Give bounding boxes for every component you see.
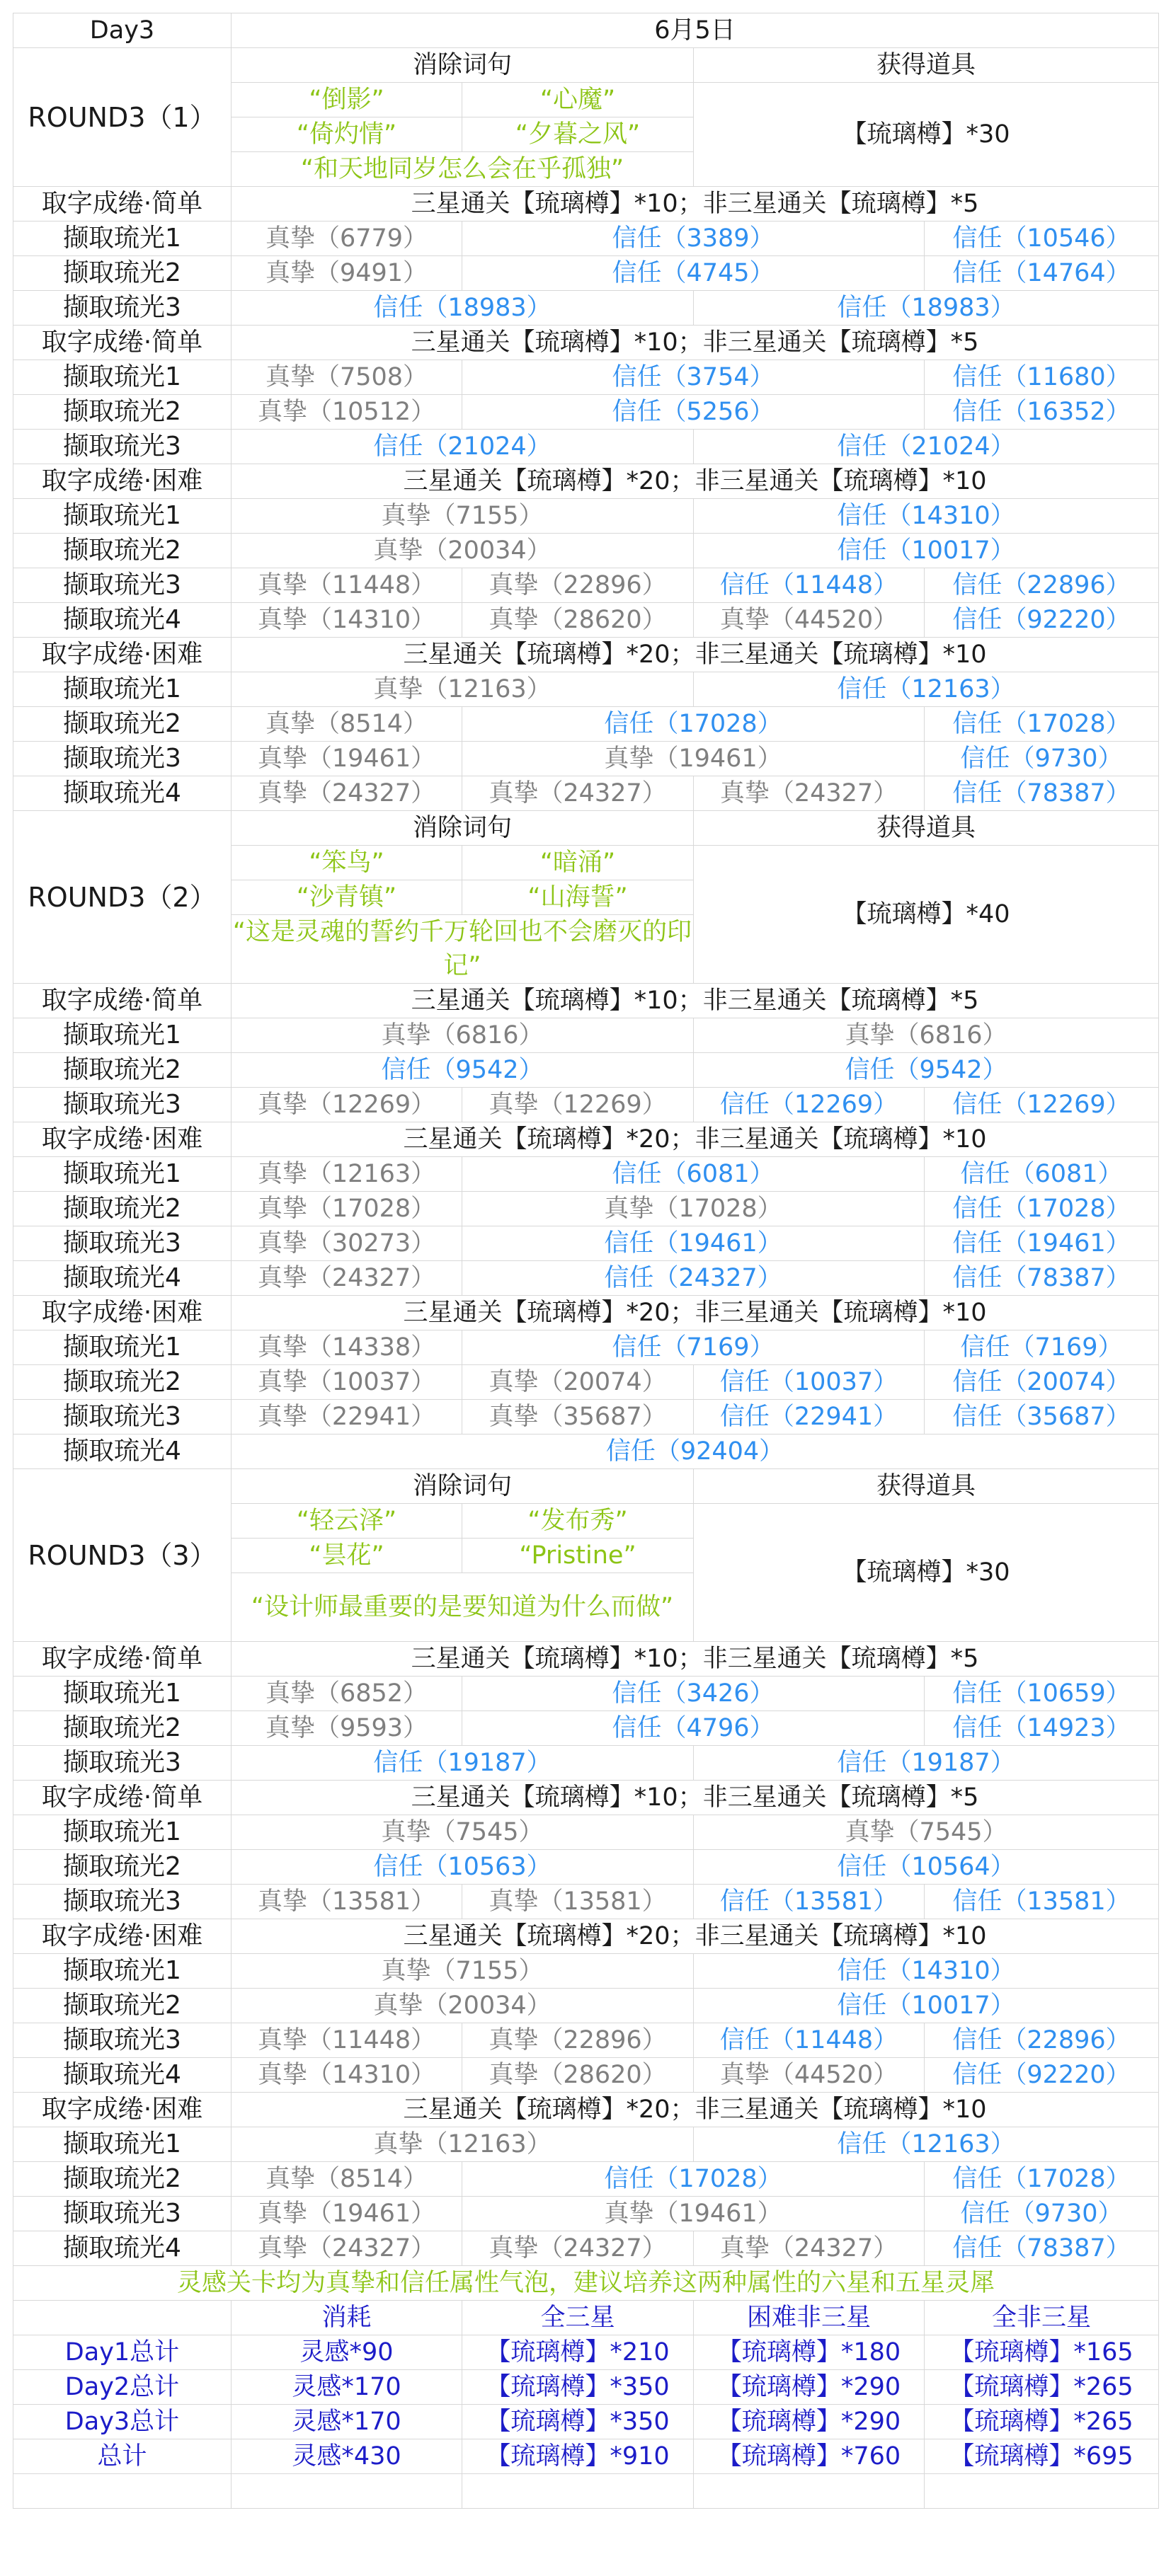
stage-row	[13, 2093, 1159, 2127]
bubble-requirement: 真挚（28620）	[462, 603, 694, 638]
stage-rule: 三星通关【琉璃樽】*10；非三星通关【琉璃樽】*5	[232, 326, 1159, 360]
stage-row	[13, 1781, 1159, 1815]
stage-row	[13, 638, 1159, 672]
phrase-word: “轻云泽”	[232, 1504, 462, 1539]
bubble-requirement: 真挚（7508）	[232, 360, 462, 395]
summary-header: 全非三星	[925, 2301, 1159, 2335]
bubble-requirement: 信任（17028）	[925, 707, 1159, 742]
summary-header-row	[13, 2301, 1159, 2335]
level-row	[13, 291, 1159, 326]
summary-value: 【琉璃樽】*290	[694, 2405, 925, 2439]
bubble-requirement: 信任（20074）	[925, 1365, 1159, 1400]
column-header-phrases: 消除词句	[232, 48, 694, 83]
level-label: 撷取琉光4	[13, 776, 232, 811]
bubble-requirement: 真挚（19461）	[462, 2197, 925, 2231]
phrase-word: “昙花”	[232, 1539, 462, 1573]
summary-label: Day1总计	[13, 2335, 232, 2370]
level-row	[13, 1192, 1159, 1226]
bubble-requirement: 真挚（9491）	[232, 256, 462, 291]
bubble-requirement: 信任（22941）	[694, 1400, 925, 1434]
bubble-requirement: 真挚（22896）	[462, 2023, 694, 2058]
bubble-requirement: 信任（17028）	[462, 2162, 925, 2197]
stage-rule: 三星通关【琉璃樽】*20；非三星通关【琉璃樽】*10	[232, 2093, 1159, 2127]
stage-row	[13, 464, 1159, 499]
level-row	[13, 222, 1159, 256]
bubble-requirement: 真挚（24327）	[462, 776, 694, 811]
level-label: 撷取琉光3	[13, 1746, 232, 1781]
level-label: 撷取琉光1	[13, 1157, 232, 1192]
tip-note: 灵感关卡均为真挚和信任属性气泡，建议培养这两种属性的六星和五星灵犀	[13, 2266, 1159, 2301]
level-row	[13, 1226, 1159, 1261]
bubble-requirement: 信任（17028）	[925, 1192, 1159, 1226]
bubble-requirement: 真挚（24327）	[232, 2231, 462, 2266]
stage-title: 取字成绻·困难	[13, 1296, 232, 1330]
round-reward: 【琉璃樽】*30	[694, 83, 1159, 187]
level-row	[13, 1746, 1159, 1781]
level-label: 撷取琉光2	[13, 2162, 232, 2197]
level-label: 撷取琉光1	[13, 672, 232, 707]
bubble-requirement: 信任（7169）	[462, 1330, 925, 1365]
level-label: 撷取琉光3	[13, 1226, 232, 1261]
bubble-requirement: 信任（92220）	[925, 603, 1159, 638]
level-label: 撷取琉光1	[13, 1954, 232, 1989]
column-header-phrases: 消除词句	[232, 1469, 694, 1504]
bubble-requirement: 真挚（7545）	[694, 1815, 1159, 1850]
level-row	[13, 1954, 1159, 1989]
summary-value: 灵感*170	[232, 2405, 462, 2439]
level-label: 撷取琉光2	[13, 1850, 232, 1885]
summary-corner	[13, 2301, 232, 2335]
bubble-requirement: 真挚（12163）	[232, 672, 694, 707]
level-row	[13, 2162, 1159, 2197]
phrase-word: “发布秀”	[462, 1504, 694, 1539]
bubble-requirement: 信任（3426）	[462, 1677, 925, 1711]
level-row	[13, 256, 1159, 291]
bubble-requirement: 信任（3389）	[462, 222, 925, 256]
stage-title: 取字成绻·简单	[13, 187, 232, 222]
level-row	[13, 1018, 1159, 1053]
bubble-requirement: 信任（17028）	[462, 707, 925, 742]
level-label: 撷取琉光1	[13, 2127, 232, 2162]
stage-title: 取字成绻·简单	[13, 1642, 232, 1677]
date-label: 6月5日	[232, 13, 1159, 48]
note-row	[13, 2266, 1159, 2301]
bubble-requirement: 信任（10564）	[694, 1850, 1159, 1885]
bubble-requirement: 信任（35687）	[925, 1400, 1159, 1434]
empty-cell	[232, 2474, 462, 2509]
bubble-requirement: 真挚（12269）	[232, 1088, 462, 1122]
stage-rule: 三星通关【琉璃樽】*20；非三星通关【琉璃樽】*10	[232, 1122, 1159, 1157]
stage-title: 取字成绻·困难	[13, 1919, 232, 1954]
level-label: 撷取琉光3	[13, 430, 232, 464]
phrase-quote: “和天地同岁怎么会在乎孤独”	[232, 152, 694, 187]
level-label: 撷取琉光2	[13, 1365, 232, 1400]
summary-header: 全三星	[462, 2301, 694, 2335]
summary-value: 【琉璃樽】*265	[925, 2370, 1159, 2405]
stage-row	[13, 1122, 1159, 1157]
bubble-requirement: 信任（12269）	[694, 1088, 925, 1122]
summary-value: 【琉璃樽】*210	[462, 2335, 694, 2370]
bubble-requirement: 信任（12163）	[694, 672, 1159, 707]
stage-rule: 三星通关【琉璃樽】*20；非三星通关【琉璃樽】*10	[232, 1919, 1159, 1954]
stage-rule: 三星通关【琉璃樽】*10；非三星通关【琉璃樽】*5	[232, 1781, 1159, 1815]
bubble-requirement: 信任（18983）	[694, 291, 1159, 326]
round-header-row	[13, 48, 1159, 83]
bubble-requirement: 真挚（7155）	[232, 1954, 694, 1989]
bubble-requirement: 信任（10546）	[925, 222, 1159, 256]
bubble-requirement: 真挚（11448）	[232, 2023, 462, 2058]
bubble-requirement: 信任（17028）	[925, 2162, 1159, 2197]
bubble-requirement: 信任（78387）	[925, 1261, 1159, 1296]
level-label: 撷取琉光3	[13, 1885, 232, 1919]
bubble-requirement: 真挚（6816）	[694, 1018, 1159, 1053]
bubble-requirement: 真挚（35687）	[462, 1400, 694, 1434]
summary-row	[13, 2405, 1159, 2439]
bubble-requirement: 真挚（6816）	[232, 1018, 694, 1053]
summary-row	[13, 2439, 1159, 2474]
bubble-requirement: 真挚（6852）	[232, 1677, 462, 1711]
bubble-requirement: 信任（14310）	[694, 1954, 1159, 1989]
summary-value: 【琉璃樽】*165	[925, 2335, 1159, 2370]
stage-title: 取字成绻·困难	[13, 638, 232, 672]
phrase-word: “笨鸟”	[232, 846, 462, 880]
bubble-requirement: 信任（10563）	[232, 1850, 694, 1885]
bubble-requirement: 信任（9730）	[925, 742, 1159, 776]
phrase-quote: “设计师最重要的是要知道为什么而做”	[232, 1573, 694, 1642]
summary-value: 【琉璃樽】*290	[694, 2370, 925, 2405]
level-row	[13, 2197, 1159, 2231]
round-name: ROUND3（3）	[13, 1469, 232, 1642]
level-label: 撷取琉光2	[13, 534, 232, 568]
level-row	[13, 707, 1159, 742]
summary-label: Day2总计	[13, 2370, 232, 2405]
bubble-requirement: 真挚（12163）	[232, 2127, 694, 2162]
bubble-requirement: 真挚（24327）	[694, 2231, 925, 2266]
bubble-requirement: 信任（14764）	[925, 256, 1159, 291]
level-label: 撷取琉光3	[13, 291, 232, 326]
bubble-requirement: 信任（11680）	[925, 360, 1159, 395]
bubble-requirement: 信任（11448）	[694, 2023, 925, 2058]
level-row	[13, 2023, 1159, 2058]
bubble-requirement: 信任（19461）	[462, 1226, 925, 1261]
stage-rule: 三星通关【琉璃樽】*20；非三星通关【琉璃樽】*10	[232, 638, 1159, 672]
bubble-requirement: 信任（14310）	[694, 499, 1159, 534]
level-row	[13, 1365, 1159, 1400]
bubble-requirement: 信任（92404）	[232, 1434, 1159, 1469]
bubble-requirement: 信任（24327）	[462, 1261, 925, 1296]
stage-title: 取字成绻·困难	[13, 2093, 232, 2127]
level-label: 撷取琉光4	[13, 603, 232, 638]
level-row	[13, 1157, 1159, 1192]
level-row	[13, 534, 1159, 568]
level-label: 撷取琉光2	[13, 1053, 232, 1088]
level-label: 撷取琉光3	[13, 2023, 232, 2058]
level-label: 撷取琉光4	[13, 1261, 232, 1296]
bubble-requirement: 信任（21024）	[694, 430, 1159, 464]
bubble-requirement: 信任（9542）	[232, 1053, 694, 1088]
summary-value: 灵感*170	[232, 2370, 462, 2405]
level-label: 撷取琉光4	[13, 2058, 232, 2093]
stage-row	[13, 187, 1159, 222]
stage-title: 取字成绻·困难	[13, 464, 232, 499]
bubble-requirement: 真挚（44520）	[694, 2058, 925, 2093]
summary-value: 灵感*430	[232, 2439, 462, 2474]
stage-rule: 三星通关【琉璃樽】*10；非三星通关【琉璃樽】*5	[232, 1642, 1159, 1677]
bubble-requirement: 真挚（6779）	[232, 222, 462, 256]
bubble-requirement: 信任（9542）	[694, 1053, 1159, 1088]
event-guide-table	[13, 13, 1159, 2509]
level-label: 撷取琉光1	[13, 222, 232, 256]
level-label: 撷取琉光3	[13, 742, 232, 776]
column-header-phrases: 消除词句	[232, 811, 694, 846]
round-reward: 【琉璃樽】*30	[694, 1504, 1159, 1642]
bubble-requirement: 信任（12269）	[925, 1088, 1159, 1122]
level-label: 撷取琉光4	[13, 1434, 232, 1469]
bubble-requirement: 真挚（22896）	[462, 568, 694, 603]
level-row	[13, 395, 1159, 430]
level-label: 撷取琉光2	[13, 256, 232, 291]
bubble-requirement: 信任（21024）	[232, 430, 694, 464]
bubble-requirement: 真挚（14310）	[232, 603, 462, 638]
level-row	[13, 1815, 1159, 1850]
bubble-requirement: 信任（13581）	[694, 1885, 925, 1919]
stage-row	[13, 984, 1159, 1018]
header-row	[13, 13, 1159, 48]
level-row	[13, 568, 1159, 603]
level-row	[13, 1885, 1159, 1919]
summary-value: 【琉璃樽】*180	[694, 2335, 925, 2370]
phrase-word: “夕暮之风”	[462, 117, 694, 152]
day-label: Day3	[13, 13, 232, 48]
summary-value: 【琉璃樽】*265	[925, 2405, 1159, 2439]
bubble-requirement: 信任（10017）	[694, 1989, 1159, 2023]
bubble-requirement: 真挚（13581）	[232, 1885, 462, 1919]
bubble-requirement: 信任（6081）	[462, 1157, 925, 1192]
column-header-items: 获得道具	[694, 1469, 1159, 1504]
summary-value: 【琉璃樽】*760	[694, 2439, 925, 2474]
bubble-requirement: 真挚（19461）	[232, 2197, 462, 2231]
level-label: 撷取琉光2	[13, 395, 232, 430]
level-label: 撷取琉光3	[13, 1400, 232, 1434]
phrase-word: “心魔”	[462, 83, 694, 117]
level-label: 撷取琉光2	[13, 1192, 232, 1226]
level-row	[13, 430, 1159, 464]
round-header-row	[13, 811, 1159, 846]
level-label: 撷取琉光3	[13, 2197, 232, 2231]
bubble-requirement: 真挚（14310）	[232, 2058, 462, 2093]
bubble-requirement: 信任（19461）	[925, 1226, 1159, 1261]
bubble-requirement: 真挚（12269）	[462, 1088, 694, 1122]
stage-row	[13, 1919, 1159, 1954]
bubble-requirement: 真挚（24327）	[232, 1261, 462, 1296]
level-label: 撷取琉光1	[13, 499, 232, 534]
level-row	[13, 776, 1159, 811]
level-row	[13, 1711, 1159, 1746]
level-row	[13, 1261, 1159, 1296]
level-label: 撷取琉光1	[13, 1677, 232, 1711]
level-row	[13, 1850, 1159, 1885]
level-row	[13, 2231, 1159, 2266]
bubble-requirement: 信任（18983）	[232, 291, 694, 326]
bubble-requirement: 信任（10659）	[925, 1677, 1159, 1711]
bubble-requirement: 信任（10017）	[694, 534, 1159, 568]
bubble-requirement: 真挚（7545）	[232, 1815, 694, 1850]
level-label: 撷取琉光2	[13, 707, 232, 742]
bubble-requirement: 真挚（19461）	[232, 742, 462, 776]
bubble-requirement: 真挚（17028）	[232, 1192, 462, 1226]
bubble-requirement: 信任（19187）	[232, 1746, 694, 1781]
bubble-requirement: 真挚（9593）	[232, 1711, 462, 1746]
empty-cell	[925, 2474, 1159, 2509]
column-header-items: 获得道具	[694, 811, 1159, 846]
level-label: 撷取琉光1	[13, 360, 232, 395]
bubble-requirement: 真挚（30273）	[232, 1226, 462, 1261]
bubble-requirement: 信任（4745）	[462, 256, 925, 291]
stage-rule: 三星通关【琉璃樽】*10；非三星通关【琉璃樽】*5	[232, 984, 1159, 1018]
level-row	[13, 2127, 1159, 2162]
level-label: 撷取琉光4	[13, 2231, 232, 2266]
bubble-requirement: 真挚（24327）	[462, 2231, 694, 2266]
bubble-requirement: 信任（10037）	[694, 1365, 925, 1400]
summary-label: 总计	[13, 2439, 232, 2474]
round-header-row	[13, 1469, 1159, 1504]
level-row	[13, 1434, 1159, 1469]
phrase-word: “倚灼情”	[232, 117, 462, 152]
bubble-requirement: 真挚（13581）	[462, 1885, 694, 1919]
stage-rule: 三星通关【琉璃樽】*20；非三星通关【琉璃樽】*10	[232, 464, 1159, 499]
phrase-word: “倒影”	[232, 83, 462, 117]
summary-value: 【琉璃樽】*350	[462, 2370, 694, 2405]
bubble-requirement: 信任（78387）	[925, 776, 1159, 811]
bubble-requirement: 真挚（20074）	[462, 1365, 694, 1400]
bubble-requirement: 真挚（11448）	[232, 568, 462, 603]
summary-header: 消耗	[232, 2301, 462, 2335]
bubble-requirement: 信任（22896）	[925, 2023, 1159, 2058]
empty-row	[13, 2474, 1159, 2509]
bubble-requirement: 真挚（20034）	[232, 534, 694, 568]
empty-cell	[694, 2474, 925, 2509]
bubble-requirement: 信任（3754）	[462, 360, 925, 395]
bubble-requirement: 信任（19187）	[694, 1746, 1159, 1781]
stage-title: 取字成绻·简单	[13, 984, 232, 1018]
summary-value: 【琉璃樽】*350	[462, 2405, 694, 2439]
column-header-items: 获得道具	[694, 48, 1159, 83]
empty-cell	[13, 2474, 232, 2509]
summary-label: Day3总计	[13, 2405, 232, 2439]
level-row	[13, 2058, 1159, 2093]
bubble-requirement: 信任（5256）	[462, 395, 925, 430]
bubble-requirement: 真挚（19461）	[462, 742, 925, 776]
bubble-requirement: 真挚（7155）	[232, 499, 694, 534]
bubble-requirement: 真挚（24327）	[694, 776, 925, 811]
phrase-word: “Pristine”	[462, 1539, 694, 1573]
bubble-requirement: 真挚（44520）	[694, 603, 925, 638]
bubble-requirement: 信任（14923）	[925, 1711, 1159, 1746]
bubble-requirement: 真挚（20034）	[232, 1989, 694, 2023]
bubble-requirement: 真挚（10512）	[232, 395, 462, 430]
level-row	[13, 1400, 1159, 1434]
phrase-word: “暗涌”	[462, 846, 694, 880]
level-row	[13, 672, 1159, 707]
stage-title: 取字成绻·简单	[13, 1781, 232, 1815]
level-row	[13, 742, 1159, 776]
level-label: 撷取琉光3	[13, 1088, 232, 1122]
stage-row	[13, 1642, 1159, 1677]
phrase-word: “沙青镇”	[232, 880, 462, 915]
bubble-requirement: 信任（4796）	[462, 1711, 925, 1746]
level-label: 撷取琉光1	[13, 1815, 232, 1850]
level-label: 撷取琉光3	[13, 568, 232, 603]
bubble-requirement: 真挚（12163）	[232, 1157, 462, 1192]
bubble-requirement: 信任（16352）	[925, 395, 1159, 430]
level-label: 撷取琉光2	[13, 1711, 232, 1746]
bubble-requirement: 信任（22896）	[925, 568, 1159, 603]
summary-value: 【琉璃樽】*695	[925, 2439, 1159, 2474]
bubble-requirement: 信任（9730）	[925, 2197, 1159, 2231]
bubble-requirement: 真挚（22941）	[232, 1400, 462, 1434]
bubble-requirement: 信任（12163）	[694, 2127, 1159, 2162]
level-row	[13, 1330, 1159, 1365]
summary-row	[13, 2370, 1159, 2405]
bubble-requirement: 信任（92220）	[925, 2058, 1159, 2093]
stage-row	[13, 326, 1159, 360]
bubble-requirement: 真挚（14338）	[232, 1330, 462, 1365]
bubble-requirement: 真挚（8514）	[232, 2162, 462, 2197]
bubble-requirement: 真挚（24327）	[232, 776, 462, 811]
stage-rule: 三星通关【琉璃樽】*20；非三星通关【琉璃樽】*10	[232, 1296, 1159, 1330]
bubble-requirement: 信任（78387）	[925, 2231, 1159, 2266]
stage-title: 取字成绻·简单	[13, 326, 232, 360]
summary-value: 【琉璃樽】*910	[462, 2439, 694, 2474]
bubble-requirement: 信任（11448）	[694, 568, 925, 603]
phrase-word: “山海誓”	[462, 880, 694, 915]
level-row	[13, 1088, 1159, 1122]
summary-value: 灵感*90	[232, 2335, 462, 2370]
level-label: 撷取琉光2	[13, 1989, 232, 2023]
bubble-requirement: 信任（6081）	[925, 1157, 1159, 1192]
stage-rule: 三星通关【琉璃樽】*10；非三星通关【琉璃樽】*5	[232, 187, 1159, 222]
bubble-requirement: 真挚（10037）	[232, 1365, 462, 1400]
bubble-requirement: 真挚（28620）	[462, 2058, 694, 2093]
round-reward: 【琉璃樽】*40	[694, 846, 1159, 984]
level-row	[13, 1677, 1159, 1711]
bubble-requirement: 信任（13581）	[925, 1885, 1159, 1919]
round-name: ROUND3（2）	[13, 811, 232, 984]
level-row	[13, 499, 1159, 534]
stage-title: 取字成绻·困难	[13, 1122, 232, 1157]
round-name: ROUND3（1）	[13, 48, 232, 187]
level-label: 撷取琉光1	[13, 1018, 232, 1053]
level-row	[13, 1989, 1159, 2023]
summary-header: 困难非三星	[694, 2301, 925, 2335]
empty-cell	[462, 2474, 694, 2509]
level-label: 撷取琉光1	[13, 1330, 232, 1365]
level-row	[13, 1053, 1159, 1088]
level-row	[13, 360, 1159, 395]
bubble-requirement: 真挚（17028）	[462, 1192, 925, 1226]
phrase-quote: “这是灵魂的誓约千万轮回也不会磨灭的印记”	[232, 915, 694, 984]
bubble-requirement: 真挚（8514）	[232, 707, 462, 742]
stage-row	[13, 1296, 1159, 1330]
level-row	[13, 603, 1159, 638]
summary-row	[13, 2335, 1159, 2370]
bubble-requirement: 信任（7169）	[925, 1330, 1159, 1365]
